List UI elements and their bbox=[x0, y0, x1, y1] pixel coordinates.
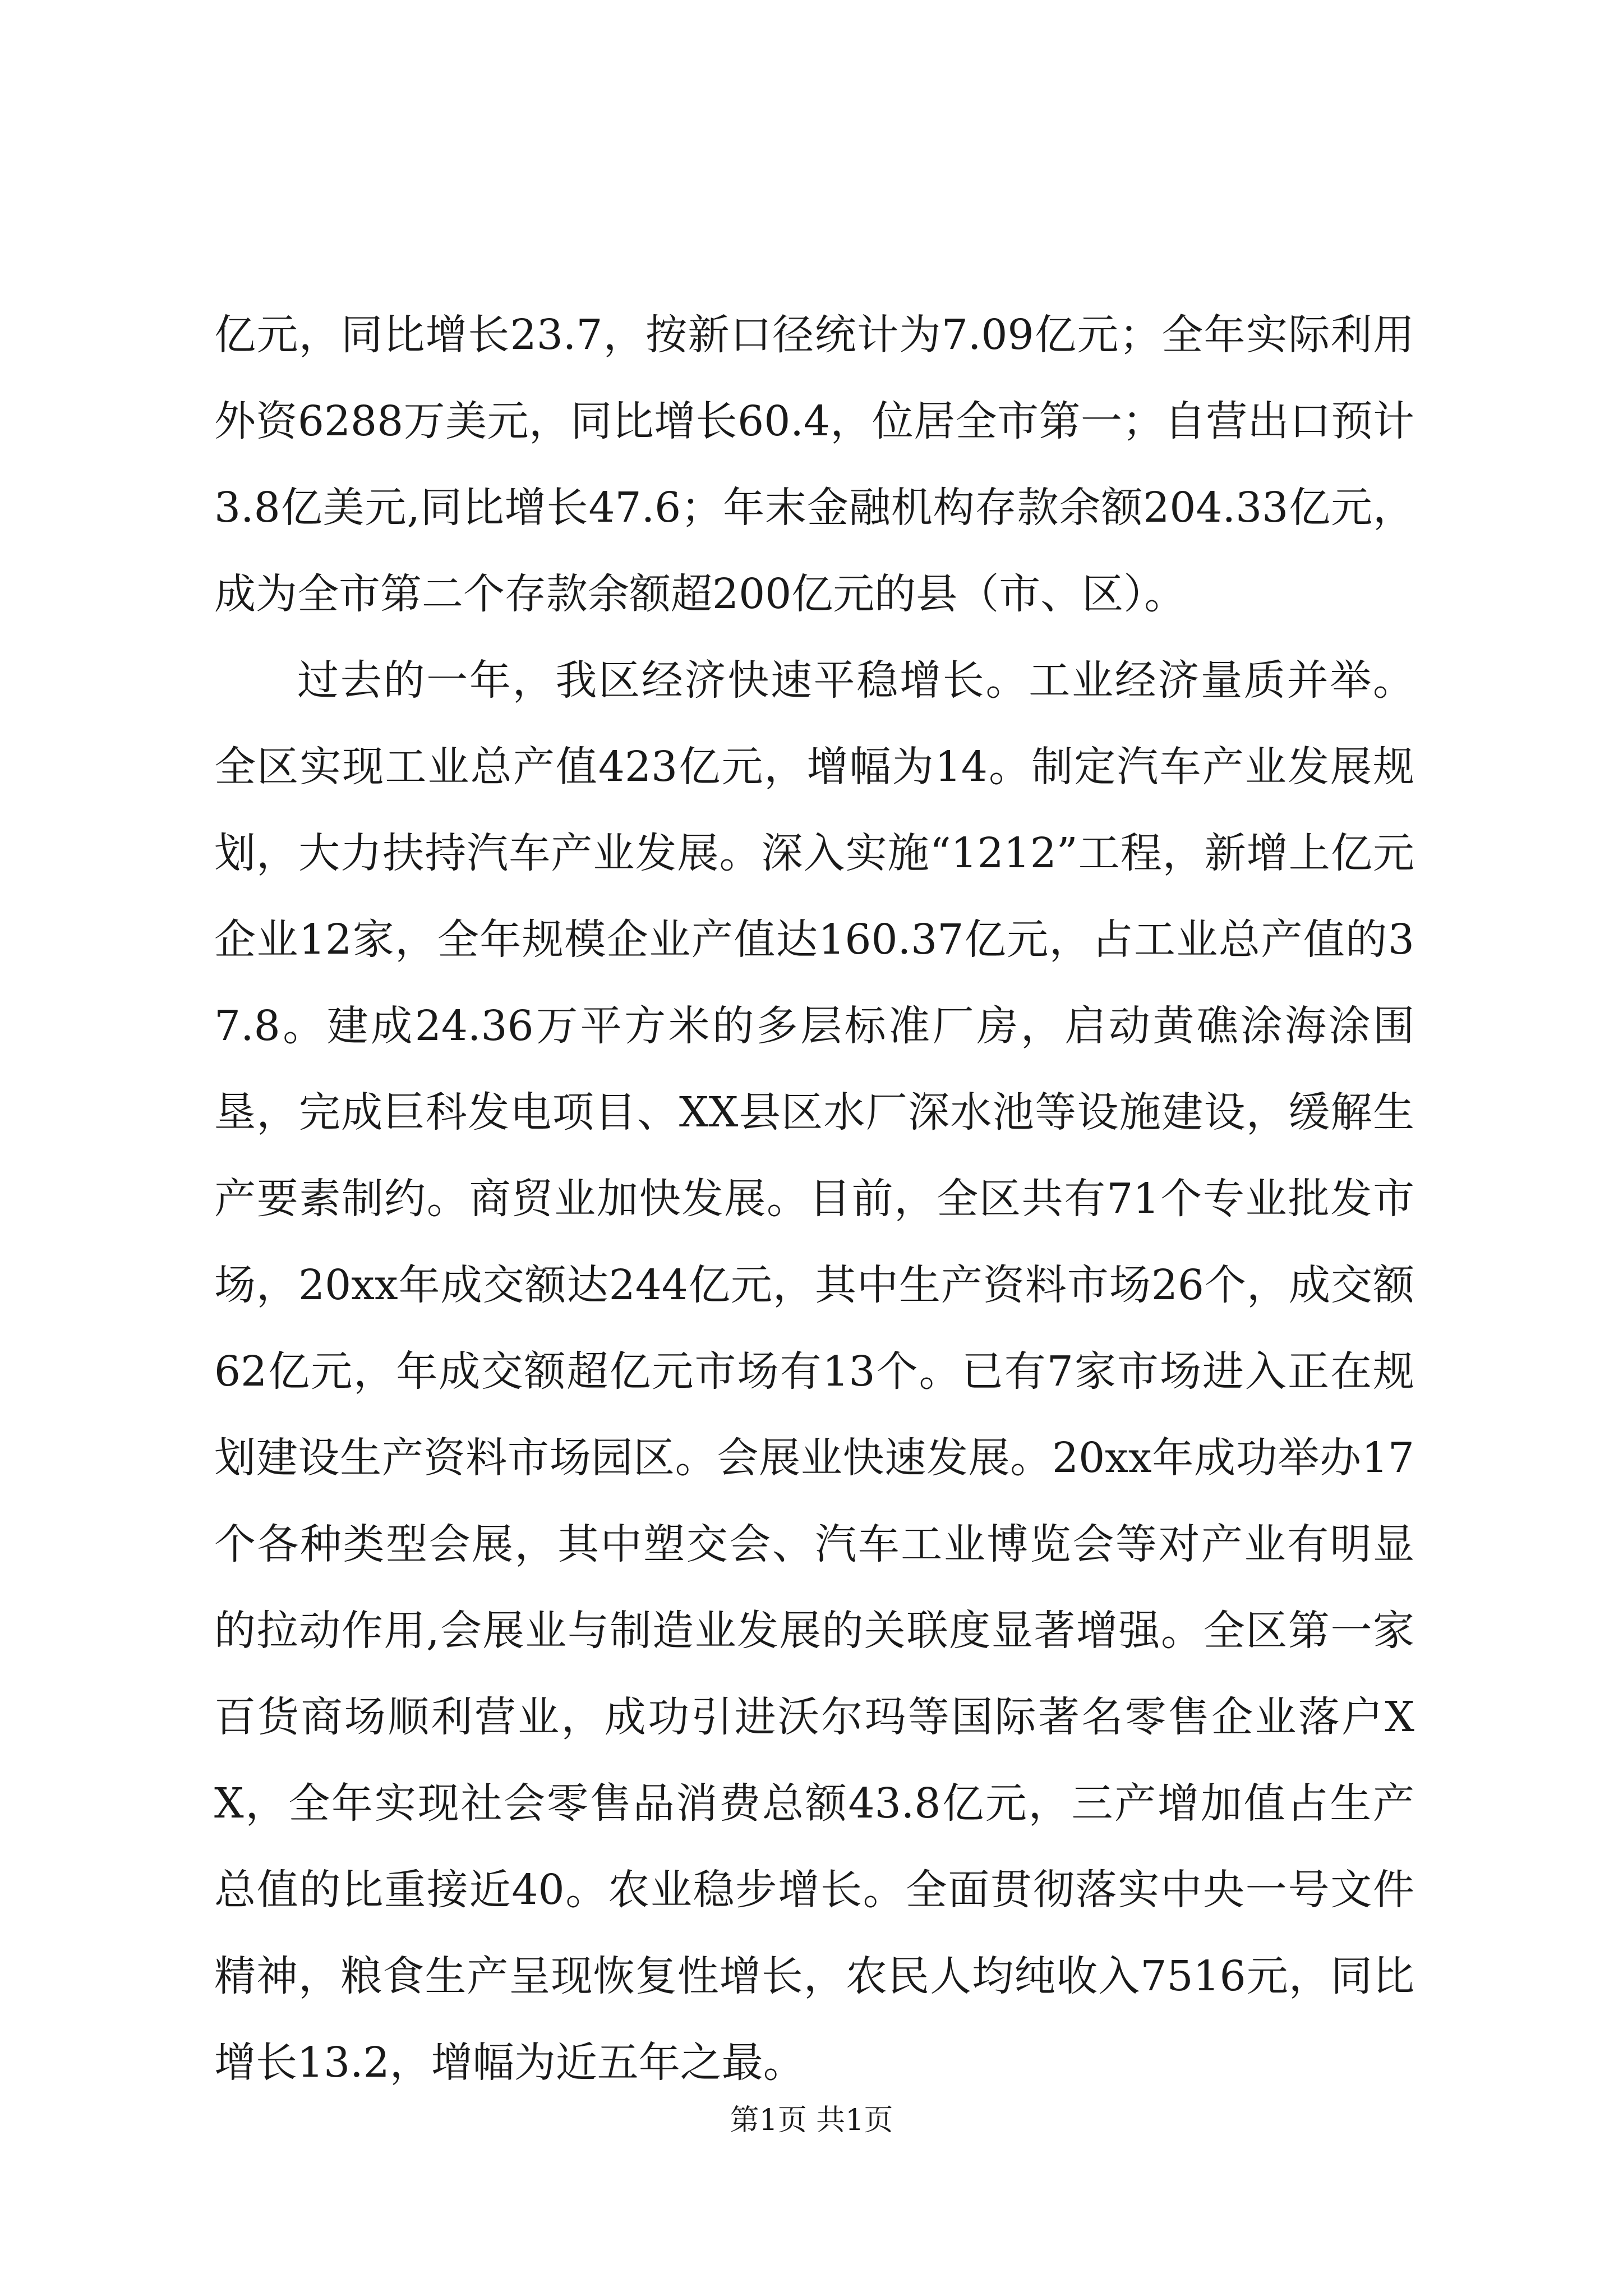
page-footer: 第1页 共1页 bbox=[730, 2104, 893, 2137]
document-body bbox=[214, 292, 1414, 2106]
paragraph-1: 亿元，同比增长23.7，按新口径统计为7.09亿元；全年实际利用外资6288万美元，同比增长60.4，位居全市第一；自营出口预计3.8亿美元,同比增长47.6；年末金融机构存款余额204.33亿元，成为全市第二个存款余额超200亿元的县（市、区）。 bbox=[214, 311, 1414, 618]
paragraph-2: 过去的一年，我区经济快速平稳增长。工业经济量质并举。全区实现工业总产值423亿元，增幅为14。制定汽车产业发展规划，大力扶持汽车产业发展。深入实施“1212”工程，新增上亿元企业12家，全年规模企业产值达160.37亿元，占工业总产值的37.8。建成24.36万平方米的多层标准厂房，启动黄礁涂海涂围垦，完成巨科发电项目、XX县区水厂深水池等设施建设，缓解生产要素制约。商贸业加快发展。目前，全区共有71个专业批发市场，20xx年成交额达244亿元，其中生产资料市场26个，成交额62亿元，年成交额超亿元市场有13个。已有7家市场进入正在规划建设生产资料市场园区。会展业快速发展。20xx年成功举办17个各种类型会展，其中塑交会、汽车工业博览会等对产业有明显的拉动作用,会展业与制造业发展的关联度显著增强。全区第一家百货商场顺利营业，成功引进沃尔玛等国际著名零售企业落户XX，全年实现社会零售品消费总额43.8亿元，三产增加值占生产总值的比重接近40。农业稳步增长。全面贯彻落实中央一号文件精神，粮食生产呈现恢复性增长，农民人均纯收入7516元，同比增长13.2，增幅为近五年之最。 bbox=[214, 656, 1414, 2087]
